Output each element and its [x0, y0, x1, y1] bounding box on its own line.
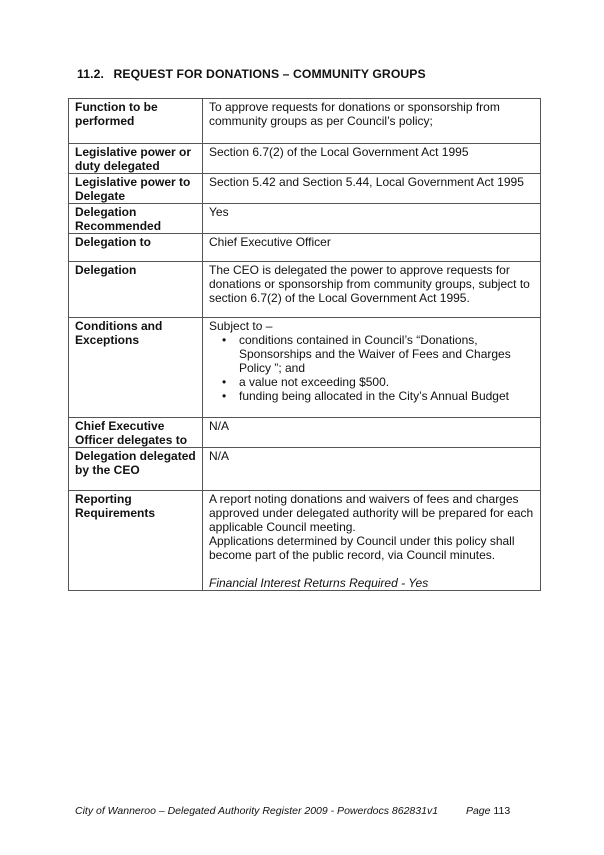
row-value: Chief Executive Officer [203, 234, 541, 262]
table-row-function [69, 99, 541, 144]
table-row-ceo-delegates [69, 418, 541, 448]
list-item: • conditions contained in Council’s “Donations, Sponsorships and the Waiver of Fees and Charges Policy ”; and [234, 333, 534, 375]
section-title: REQUEST FOR DONATIONS – COMMUNITY GROUPS [113, 67, 426, 81]
row-label: Legislative power to Delegate [69, 174, 203, 204]
footer-text: City of Wanneroo – Delegated Authority Register 2009 - Powerdocs 862831v1 [75, 805, 439, 817]
page-number-value: 113 [493, 805, 511, 817]
row-value [203, 491, 541, 591]
row-label: Delegation Recommended [69, 204, 203, 234]
row-label: Reporting Requirements [69, 491, 203, 591]
reporting-paragraph: A report noting donations and waivers of fees and charges approved under delegated authority will be prepared for each applicable Council meeting. [209, 492, 534, 534]
table-row-reporting [69, 491, 541, 591]
row-value: To approve requests for donations or sponsorship from community groups as per Council’s policy; [203, 99, 541, 144]
row-value [203, 318, 541, 418]
table-row-delegated-by-ceo [69, 448, 541, 491]
table-row-legislative-power-duty [69, 144, 541, 174]
row-value: Yes [203, 204, 541, 234]
list-item: • a value not exceeding $500. [234, 375, 534, 389]
conditions-list [209, 333, 534, 403]
table-row-legislative-power-delegate [69, 174, 541, 204]
conditions-intro: Subject to – [209, 319, 273, 333]
row-label: Conditions and Exceptions [69, 318, 203, 418]
list-item: • funding being allocated in the City’s Annual Budget [234, 389, 534, 403]
row-label: Delegation [69, 262, 203, 318]
reporting-note: Financial Interest Returns Required - Yes [209, 576, 429, 590]
table-row-delegation-to [69, 234, 541, 262]
row-value: Section 6.7(2) of the Local Government Act 1995 [203, 144, 541, 174]
table-row-conditions [69, 318, 541, 418]
section-number: 11.2. [77, 67, 104, 81]
table-row-delegation [69, 262, 541, 318]
table-row-delegation-recommended [69, 204, 541, 234]
row-label: Chief Executive Officer delegates to [69, 418, 203, 448]
section-heading [77, 67, 426, 81]
row-label: Delegation delegated by the CEO [69, 448, 203, 491]
page-label: Page [465, 805, 491, 817]
row-value: N/A [203, 448, 541, 491]
spacer [209, 562, 534, 576]
row-value: N/A [203, 418, 541, 448]
row-value: Section 5.42 and Section 5.44, Local Government Act 1995 [203, 174, 541, 204]
row-value: The CEO is delegated the power to approve requests for donations or sponsorship from community groups, subject to section 6.7(2) of the Local Government Act 1995. [203, 262, 541, 318]
page-number [466, 805, 510, 817]
reporting-paragraph: Applications determined by Council under this policy shall become part of the public record, via Council minutes. [209, 534, 515, 562]
row-label: Delegation to [69, 234, 203, 262]
row-label: Legislative power or duty delegated [69, 144, 203, 174]
delegation-table [68, 98, 541, 591]
row-label: Function to be performed [69, 99, 203, 144]
page-footer [75, 805, 510, 817]
